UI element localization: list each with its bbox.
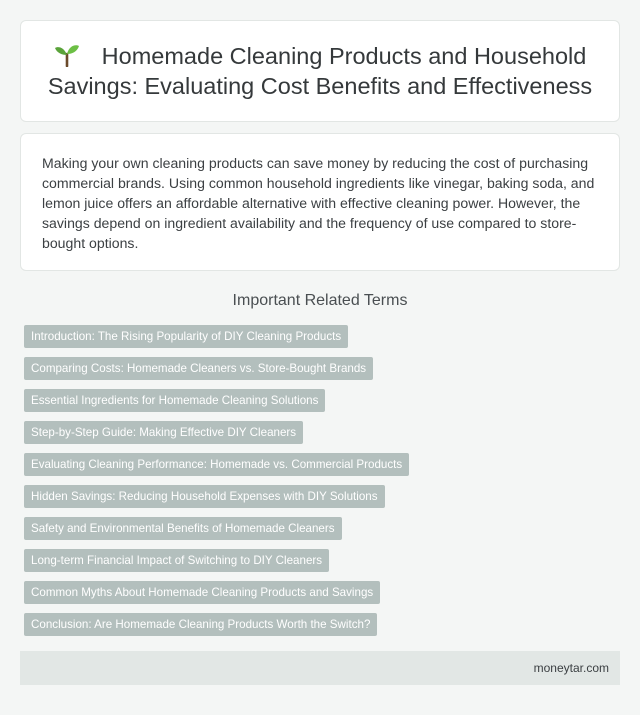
term-tag-common-myths[interactable]: Common Myths About Homemade Cleaning Products and Savings (24, 581, 380, 604)
term-tag-step-by-step-guide[interactable]: Step-by-Step Guide: Making Effective DIY Cleaners (24, 421, 303, 444)
term-tag-comparing-costs[interactable]: Comparing Costs: Homemade Cleaners vs. Store-Bought Brands (24, 357, 373, 380)
title-card (20, 20, 620, 122)
sprout-icon (54, 43, 80, 67)
term-tag-essential-ingredients[interactable]: Essential Ingredients for Homemade Cleaning Solutions (24, 389, 325, 412)
related-terms-list (24, 325, 624, 645)
summary-card (20, 133, 620, 271)
page-title (21, 41, 619, 101)
summary-text: Making your own cleaning products can save money by reducing the cost of purchasing commercial brands. Using common household ingredients like vinegar, baking soda, and lemon juice offers an affordable alternative with effective cleaning power. However, the savings depend on ingredient availability and the frequency of use compared to store-bought options. (42, 155, 595, 251)
term-tag-safety-environment[interactable]: Safety and Environmental Benefits of Homemade Cleaners (24, 517, 342, 540)
related-terms-heading: Important Related Terms (232, 292, 408, 309)
term-tag-introduction[interactable]: Introduction: The Rising Popularity of DIY Cleaning Products (24, 325, 348, 348)
term-tag-conclusion[interactable]: Conclusion: Are Homemade Cleaning Products Worth the Switch? (24, 613, 377, 636)
footer (20, 651, 620, 685)
term-tag-hidden-savings[interactable]: Hidden Savings: Reducing Household Expenses with DIY Solutions (24, 485, 385, 508)
footer-source-link[interactable]: moneytar.com (533, 661, 609, 675)
term-tag-long-term-impact[interactable]: Long-term Financial Impact of Switching to DIY Cleaners (24, 549, 329, 572)
term-tag-cleaning-performance[interactable]: Evaluating Cleaning Performance: Homemade vs. Commercial Products (24, 453, 409, 476)
page-title-text: Homemade Cleaning Products and Household Savings: Evaluating Cost Benefits and Effectiveness (47, 43, 593, 99)
